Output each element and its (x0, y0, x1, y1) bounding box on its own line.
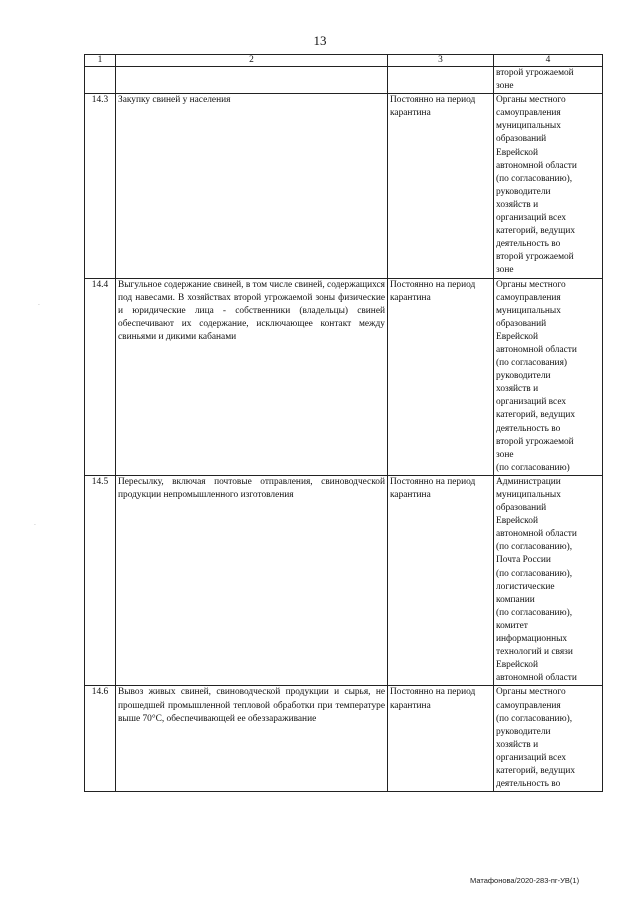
header-col-1: 1 (85, 55, 116, 67)
term-text: Постоянно на период карантина (388, 278, 494, 475)
term-text: Постоянно на период карантина (388, 475, 494, 686)
row-number: 14.5 (85, 475, 116, 686)
term-text: Постоянно на период карантина (388, 94, 494, 278)
measures-table (84, 54, 603, 792)
document-footer: Матафонова/2020-283-пг-УВ(1) (470, 876, 580, 885)
table-row (85, 94, 603, 278)
scan-mark: . (38, 300, 40, 307)
responsible-text: Органы местного самоуправления муниципальных образований Еврейской автономной области (по согласованию), руководители хозяйств и организаций всех категорий, ведущих деятельность во второй угрожаемой зоне (494, 94, 603, 278)
table-row (85, 278, 603, 475)
page-number: 13 (313, 33, 327, 48)
header-col-4: 4 (494, 55, 603, 67)
row-number (85, 67, 116, 94)
responsible-text: Администрации муниципальных образований Еврейской автономной области (по согласованию), Почта России (по согласованию), логистические компании (по согласованию), комитет информационных технологий и связи Еврейской автономной области (494, 475, 603, 686)
header-col-3: 3 (388, 55, 494, 67)
responsible-text: Органы местного самоуправления муниципальных образований Еврейской автономной области (по согласования) руководители хозяйств и организаций всех категорий, ведущих деятельность во второй угрожаемой зоне (по согласованию) (494, 278, 603, 475)
term-text: Постоянно на период карантина (388, 686, 494, 792)
row-number: 14.6 (85, 686, 116, 792)
measure-text: Вывоз живых свиней, свиноводческой продукции и сырья, не прошедшей промышленной тепловой обработки при температуре выше 70°С, обеспечивающей ее обеззараживание (116, 686, 388, 792)
measure-text: Выгульное содержание свиней, в том числе свиней, содержащихся под навесами. В хозяйствах второй угрожаемой зоны физические и юридические лица - собственники (владельцы) свиней обеспечивают их содержание, исключающее контакт между свиньями и дикими кабанами (116, 278, 388, 475)
table-row (85, 475, 603, 686)
measure-text (116, 67, 388, 94)
responsible-text: второй угрожаемой зоне (494, 67, 603, 94)
row-number: 14.4 (85, 278, 116, 475)
responsible-text: Органы местного самоуправления (по согласованию), руководители хозяйств и организаций всех категорий, ведущих деятельность во (494, 686, 603, 792)
header-row (85, 55, 603, 67)
measure-text: Пересылку, включая почтовые отправления, свиноводческой продукции непромышленного изготовления (116, 475, 388, 686)
table-row-continuation (85, 67, 603, 94)
term-text (388, 67, 494, 94)
measure-text: Закупку свиней у населения (116, 94, 388, 278)
header-col-2: 2 (116, 55, 388, 67)
row-number: 14.3 (85, 94, 116, 278)
scan-mark: . (34, 520, 36, 527)
table-row (85, 686, 603, 792)
